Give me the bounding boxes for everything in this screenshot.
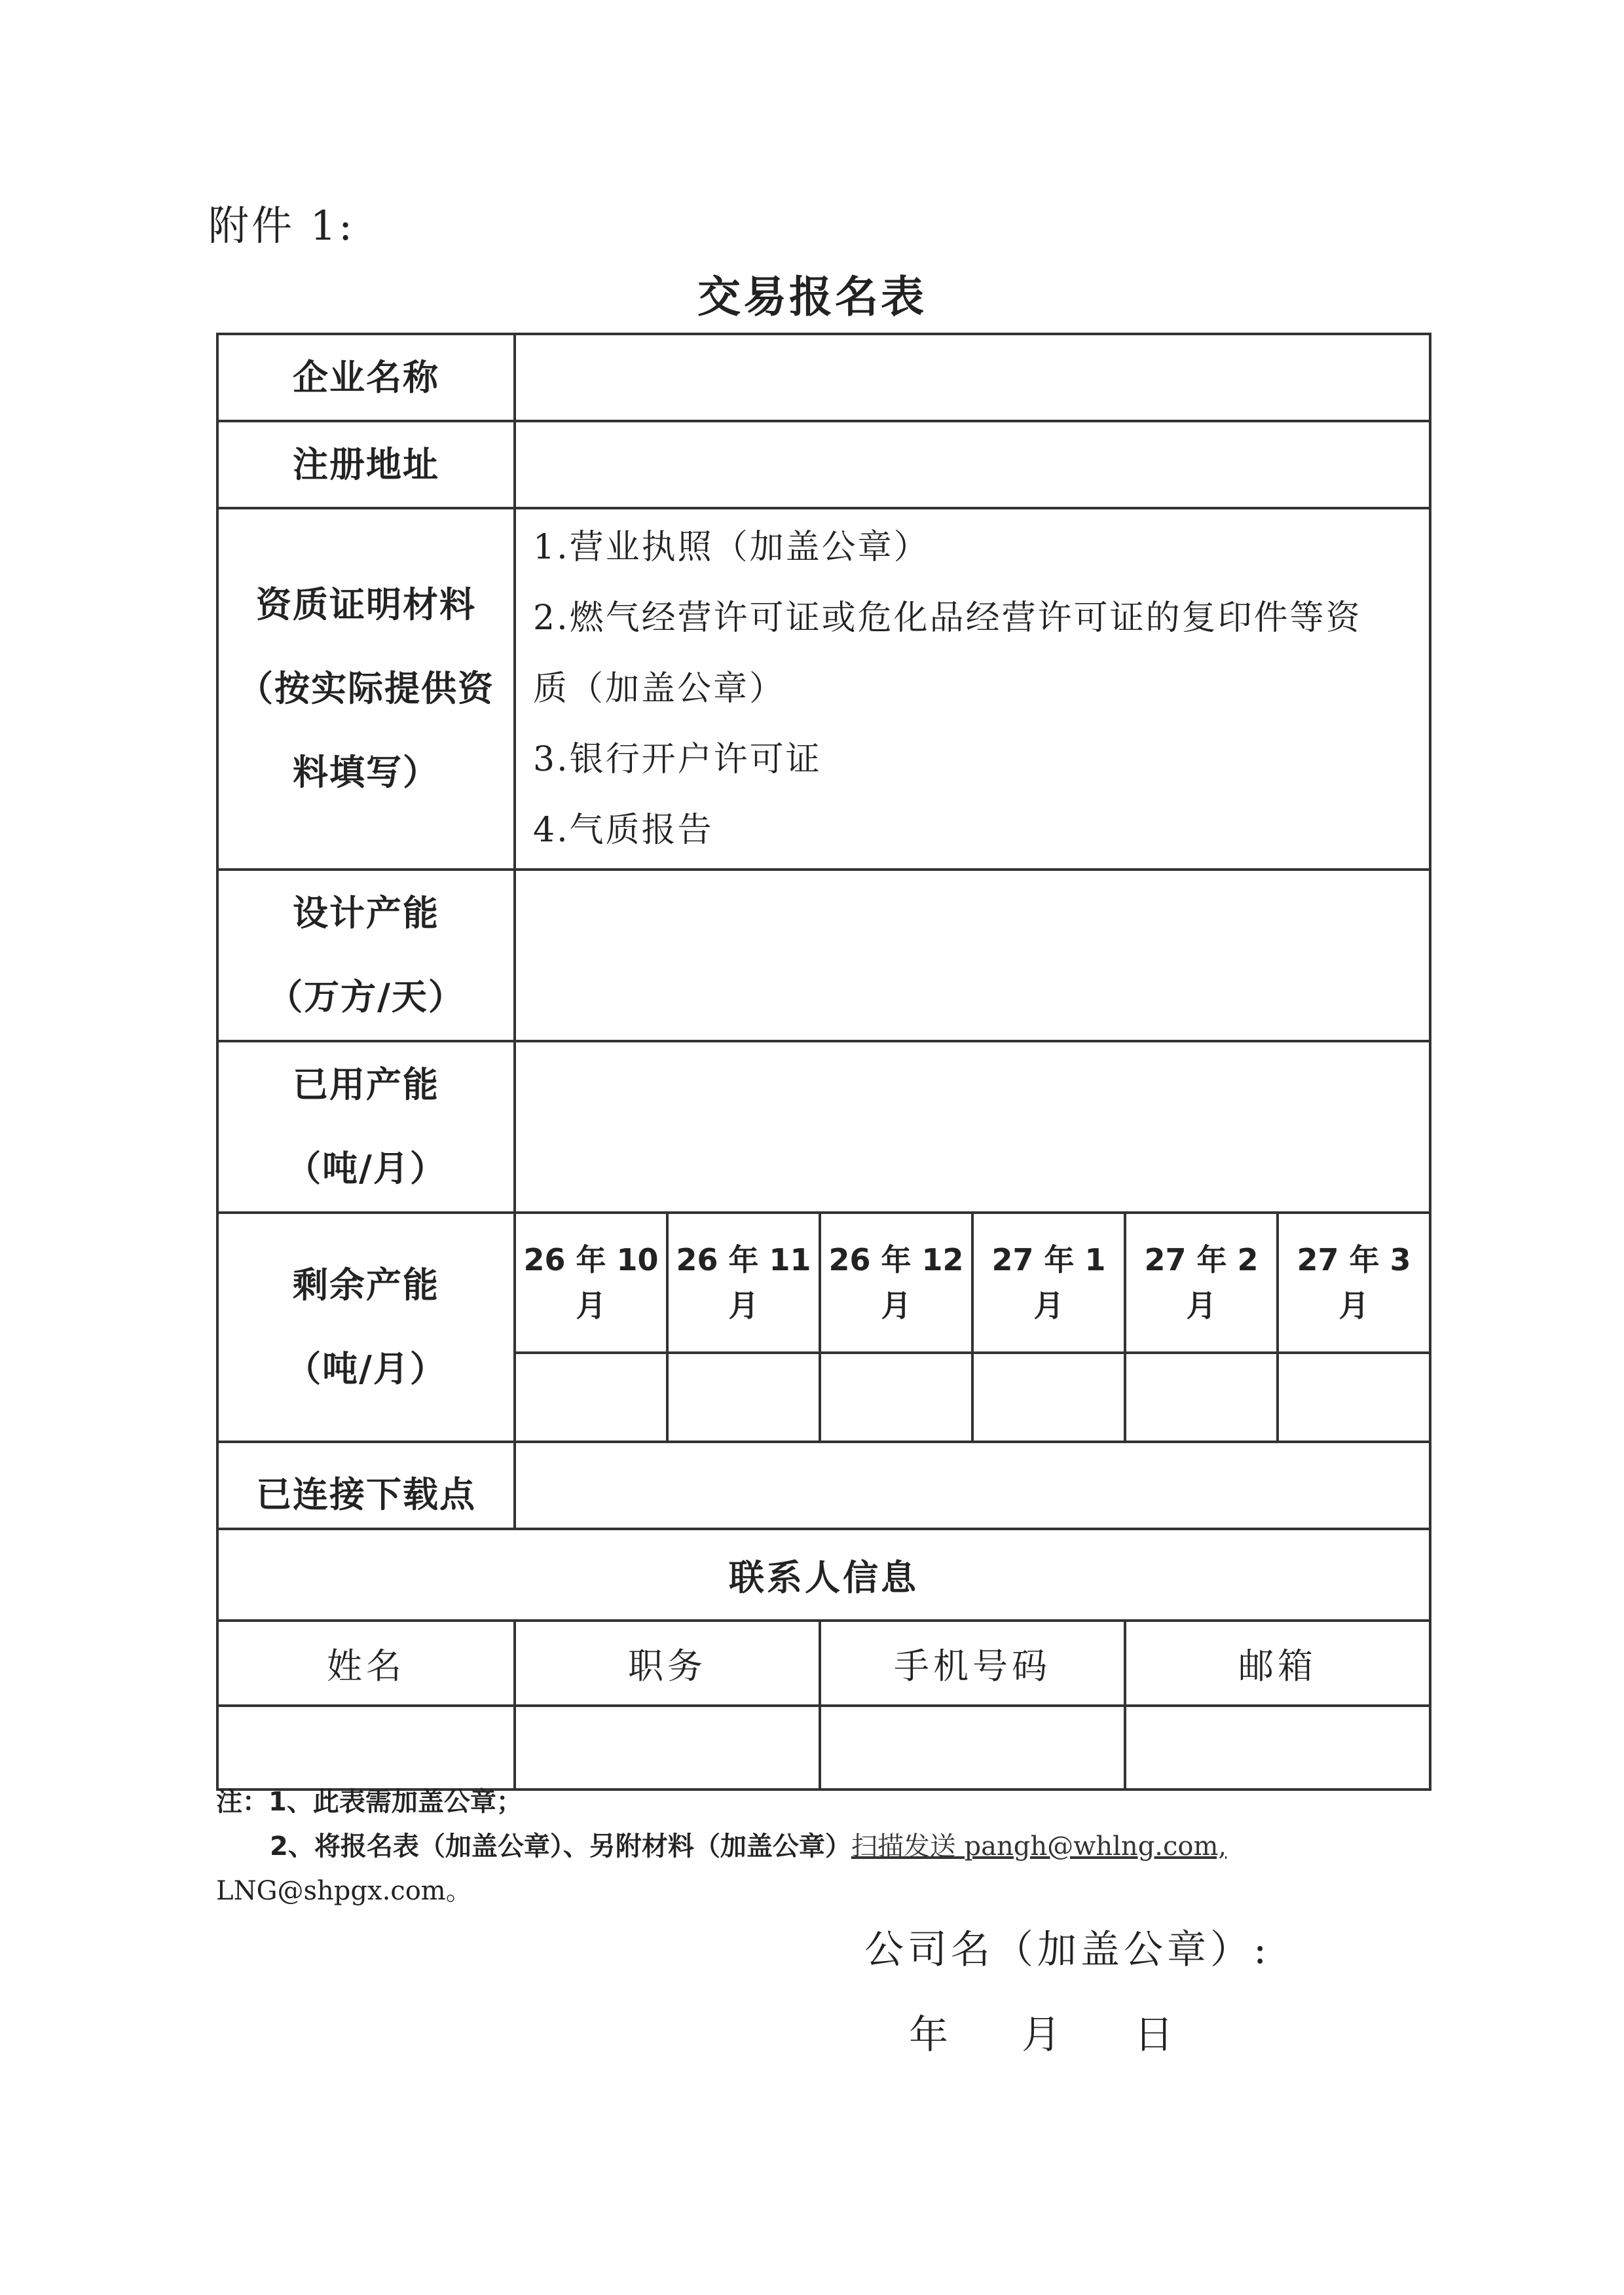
registered-address-field[interactable] [515, 421, 1430, 508]
registered-address-label: 注册地址 [217, 421, 515, 508]
connected-download-field[interactable] [515, 1442, 1430, 1529]
remaining-capacity-value-field[interactable] [515, 1353, 667, 1442]
used-capacity-field[interactable] [515, 1041, 1430, 1213]
contact-column-position: 职务 [515, 1621, 820, 1706]
remaining-capacity-label-line: （吨/月） [286, 1348, 447, 1389]
note-line-2-continued: LNG@shpgx.com。 [216, 1876, 472, 1906]
signature-date [909, 2004, 1173, 2060]
used-capacity-label-line: 已用产能 [293, 1064, 439, 1105]
company-name-label: 企业名称 [217, 334, 515, 421]
contact-info-heading: 联系人信息 [217, 1529, 1430, 1621]
contact-mobile-field[interactable] [820, 1706, 1125, 1790]
remaining-capacity-value-field[interactable] [1125, 1353, 1278, 1442]
registration-form-table [216, 333, 1431, 1791]
remaining-capacity-value-field[interactable] [972, 1353, 1125, 1442]
month-header: 27 年 1 月 [972, 1213, 1125, 1353]
materials-item: 2.燃气经营许可证或危化品经营许可证的复印件等资 [533, 598, 1362, 638]
remaining-capacity-label [217, 1213, 515, 1442]
design-capacity-label-line: （万方/天） [267, 976, 465, 1018]
contact-column-mobile: 手机号码 [820, 1621, 1125, 1706]
design-capacity-label [217, 870, 515, 1041]
connected-download-label: 已连接下载点 [217, 1442, 515, 1529]
used-capacity-label [217, 1041, 515, 1213]
used-capacity-label-line: （吨/月） [286, 1148, 447, 1189]
date-day-label: 日 [1134, 2012, 1173, 2058]
qualification-materials-list [515, 508, 1430, 870]
contact-column-name: 姓名 [217, 1621, 515, 1706]
contact-column-email: 邮箱 [1125, 1621, 1430, 1706]
qualification-label-line: 资质证明材料 [256, 584, 476, 625]
qualification-label-line: 料填写） [293, 752, 439, 793]
annex-label: 附件 1: [208, 202, 356, 249]
date-month-label: 月 [1022, 2012, 1061, 2058]
materials-item: 质（加盖公章） [533, 669, 786, 708]
month-header: 26 年 12 月 [820, 1213, 972, 1353]
design-capacity-label-line: 设计产能 [293, 892, 439, 934]
materials-item: 4.气质报告 [533, 811, 714, 850]
materials-item: 3.银行开户许可证 [533, 740, 822, 779]
qualification-label-line: （按实际提供资 [238, 668, 494, 709]
company-signature-label: 公司名（加盖公章）: [864, 1927, 1271, 1973]
remaining-capacity-value-field[interactable] [820, 1353, 972, 1442]
note-line-2-text: 2、将报名表（加盖公章）、另附材料（加盖公章） [270, 1831, 851, 1862]
month-header: 27 年 2 月 [1125, 1213, 1278, 1353]
remaining-capacity-value-field[interactable] [667, 1353, 820, 1442]
remaining-capacity-value-field[interactable] [1278, 1353, 1430, 1442]
contact-position-field[interactable] [515, 1706, 820, 1790]
materials-item: 1.营业执照（加盖公章） [533, 528, 930, 567]
remaining-capacity-label-line: 剩余产能 [293, 1264, 439, 1306]
note-line-2 [216, 1824, 1429, 1869]
contact-name-field[interactable] [217, 1706, 515, 1790]
email-link[interactable]: 扫描发送 pangh@whlng.com, [851, 1831, 1227, 1862]
form-notes [216, 1780, 1429, 1913]
month-header: 27 年 3 月 [1278, 1213, 1430, 1353]
company-name-field[interactable] [515, 334, 1430, 421]
contact-email-field[interactable] [1125, 1706, 1430, 1790]
form-title: 交易报名表 [697, 272, 927, 322]
date-year-label: 年 [909, 2012, 948, 2058]
note-line-1: 注：1、此表需加盖公章； [216, 1787, 523, 1817]
design-capacity-field[interactable] [515, 870, 1430, 1041]
qualification-label [217, 508, 515, 870]
month-header: 26 年 10 月 [515, 1213, 667, 1353]
month-header: 26 年 11 月 [667, 1213, 820, 1353]
